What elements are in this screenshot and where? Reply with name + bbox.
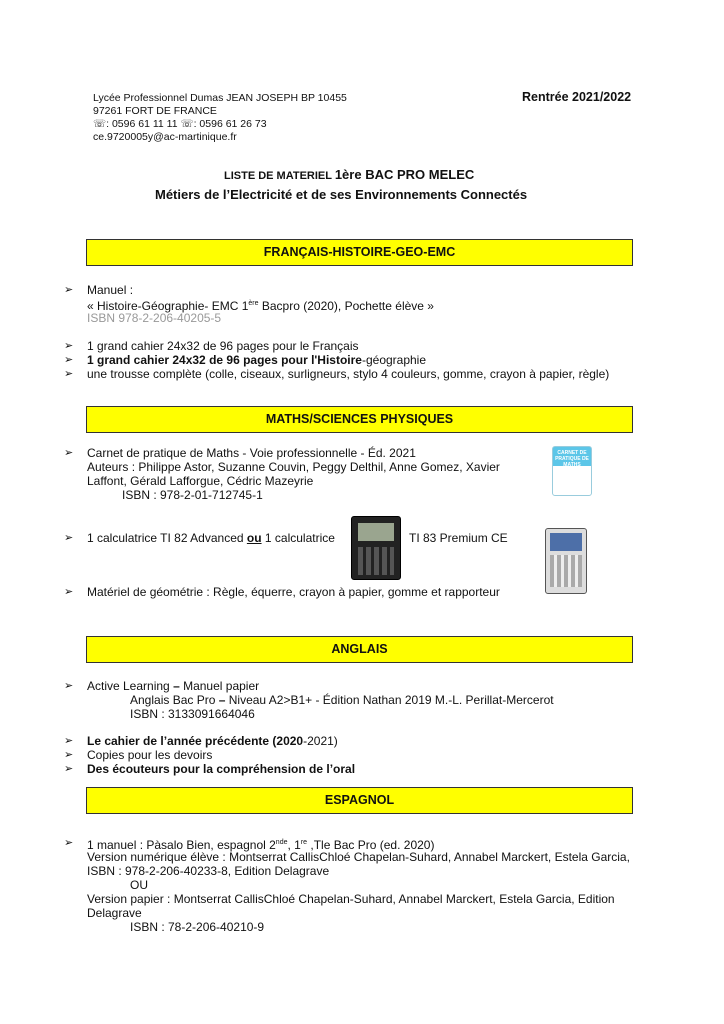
bullet-icon: ➢: [64, 735, 74, 747]
list-item: 1 calculatrice TI 82 Advanced ou 1 calculatrice: [87, 531, 335, 545]
title-prefix: LISTE DE MATERIEL: [224, 170, 335, 182]
bullet-icon: ➢: [64, 284, 74, 296]
list-item: Le cahier de l’année précédente (2020-2021): [87, 734, 338, 748]
isbn: ISBN : 3133091664046: [130, 707, 255, 721]
school-phones: ☏: 0596 61 11 11 ☏: 0596 61 26 73: [93, 118, 267, 130]
list-item: une trousse complète (colle, ciseaux, surligneurs, stylo 4 couleurs, gomme, crayon à papier, règle): [87, 367, 610, 381]
bullet-icon: ➢: [64, 837, 74, 849]
isbn: ISBN : 78-2-206-40210-9: [130, 920, 265, 934]
list-item: Copies pour les devoirs: [87, 748, 213, 762]
list-item: 1 manuel : Pàsalo Bien, espagnol 2nde, 1re ,Tle Bac Pro (ed. 2020): [87, 838, 435, 852]
section-heading-anglais: ANGLAIS: [86, 636, 633, 663]
book-cover-image: CARNET DE PRATIQUE DE MATHS: [552, 446, 592, 496]
ou-text: OU: [130, 878, 148, 892]
section-heading-maths: MATHS/SCIENCES PHYSIQUES: [86, 406, 633, 433]
list-item: Carnet de pratique de Maths - Voie professionnelle - Éd. 2021: [87, 446, 416, 460]
section-heading-espagnol: ESPAGNOL: [86, 787, 633, 814]
manuel-label: Manuel :: [87, 283, 134, 297]
school-name: Lycée Professionnel Dumas JEAN JOSEPH BP 10455: [93, 92, 347, 104]
calculator-ti82-image: [351, 516, 401, 580]
publisher: Delagrave: [87, 906, 142, 920]
bullet-icon: ➢: [64, 368, 74, 380]
calculator-ti83-image: [545, 528, 587, 594]
title-main: 1ère BAC PRO MELEC: [334, 167, 475, 182]
list-item: 1 grand cahier 24x32 de 96 pages pour le Français: [87, 339, 359, 353]
manuel-title: « Histoire-Géographie- EMC 1ère Bacpro (2020), Pochette élève »: [87, 299, 434, 313]
list-item: 1 grand cahier 24x32 de 96 pages pour l'Histoire-géographie: [87, 353, 427, 367]
school-email: ce.9720005y@ac-martinique.fr: [93, 131, 237, 143]
isbn: ISBN 978-2-206-40205-5: [87, 311, 222, 325]
bullet-icon: ➢: [64, 763, 74, 775]
isbn: ISBN : 978-2-206-40233-8, Edition Delagrave: [87, 864, 330, 878]
authors: Laffont, Gérald Lafforgue, Cédric Mazeyrie: [87, 474, 314, 488]
bullet-icon: ➢: [64, 340, 74, 352]
doc-title: [224, 168, 474, 183]
version-numerique: Version numérique élève : Montserrat CallisChloé Chapelan-Suhard, Annabel Marckert, Estela Garcia,: [87, 850, 630, 864]
bullet-icon: ➢: [64, 354, 74, 366]
bullet-icon: ➢: [64, 586, 74, 598]
bullet-icon: ➢: [64, 532, 74, 544]
list-item: Active Learning – Manuel papier: [87, 679, 260, 693]
version-papier: Version papier : Montserrat CallisChloé Chapelan-Suhard, Annabel Marckert, Estela Garcia, Edition: [87, 892, 615, 906]
list-item: Des écouteurs pour la compréhension de l’oral: [87, 762, 356, 776]
school-city: 97261 FORT DE FRANCE: [93, 105, 217, 117]
bullet-icon: ➢: [64, 680, 74, 692]
doc-subtitle: Métiers de l’Electricité et de ses Environnements Connectés: [155, 187, 528, 202]
bullet-icon: ➢: [64, 447, 74, 459]
list-item: TI 83 Premium CE: [409, 531, 508, 545]
rentree: Rentrée 2021/2022: [522, 90, 632, 104]
list-item: Matériel de géométrie : Règle, équerre, crayon à papier, gomme et rapporteur: [87, 585, 500, 599]
book-details: Anglais Bac Pro – Niveau A2>B1+ - Édition Nathan 2019 M.-L. Perillat-Mercerot: [130, 693, 554, 707]
isbn: ISBN : 978-2-01-712745-1: [122, 488, 263, 502]
bullet-icon: ➢: [64, 749, 74, 761]
section-heading-francais: FRANÇAIS-HISTOIRE-GEO-EMC: [86, 239, 633, 266]
authors: Auteurs : Philippe Astor, Suzanne Couvin, Peggy Delthil, Anne Gomez, Xavier: [87, 460, 500, 474]
